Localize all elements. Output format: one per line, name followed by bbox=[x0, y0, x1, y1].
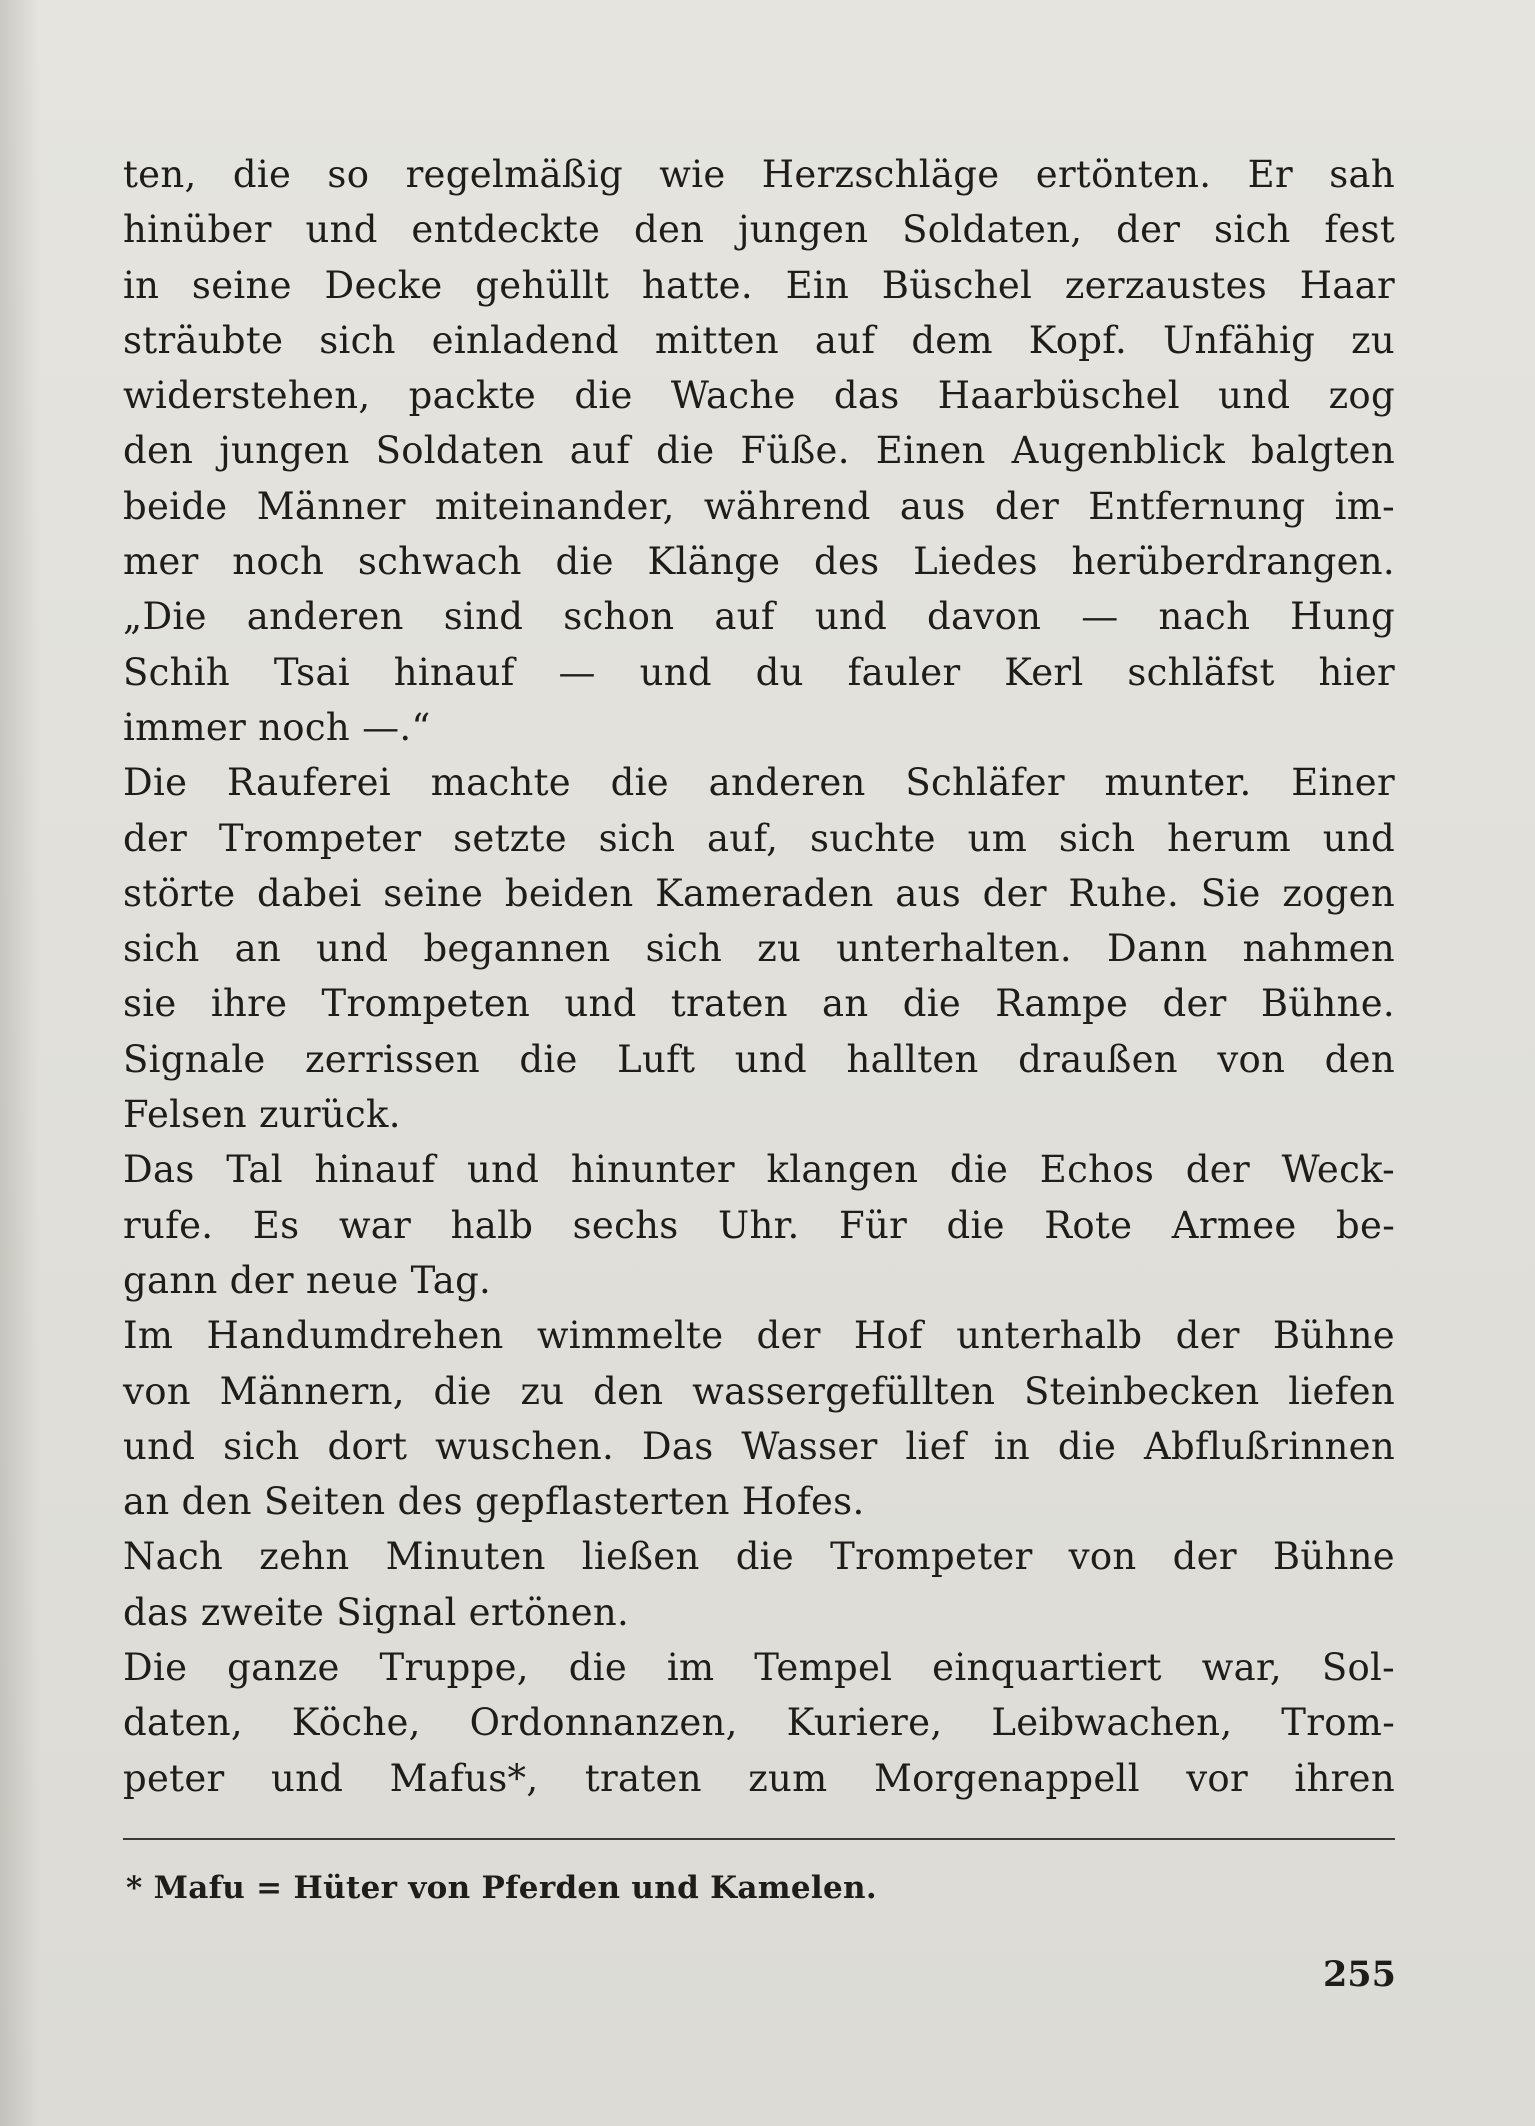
text-line: „Die anderen sind schon auf und davon — nach Hung bbox=[123, 595, 1395, 639]
text-line: Die ganze Truppe, die im Tempel einquartiert war, Sol- bbox=[123, 1646, 1395, 1690]
text-line: von Männern, die zu den wassergefüllten Steinbecken liefen bbox=[123, 1369, 1395, 1413]
text-line: an den Seiten des gepflasterten Hofes. bbox=[123, 1480, 865, 1524]
text-line: Das Tal hinauf und hinunter klangen die Echos der Weck- bbox=[123, 1148, 1395, 1192]
text-line: widerstehen, packte die Wache das Haarbüschel und zog bbox=[123, 374, 1395, 418]
text-line: den jungen Soldaten auf die Füße. Einen Augenblick balgten bbox=[123, 429, 1395, 473]
text-line: gann der neue Tag. bbox=[123, 1258, 492, 1302]
text-line: rufe. Es war halb sechs Uhr. Für die Rote Armee be- bbox=[123, 1203, 1395, 1247]
text-line: sich an und begannen sich zu unterhalten. Dann nahmen bbox=[123, 927, 1395, 971]
text-line: mer noch schwach die Klänge des Liedes herüberdrangen. bbox=[123, 540, 1395, 584]
text-line: daten, Köche, Ordonnanzen, Kuriere, Leibwachen, Trom- bbox=[123, 1701, 1395, 1745]
text-line: Signale zerrissen die Luft und hallten draußen von den bbox=[123, 1037, 1395, 1081]
text-line: sie ihre Trompeten und traten an die Rampe der Bühne. bbox=[123, 982, 1395, 1026]
footnote: * Mafu = Hüter von Pferden und Kamelen. bbox=[126, 1870, 877, 1906]
text-line: peter und Mafus*, traten zum Morgenappell vor ihren bbox=[123, 1756, 1395, 1800]
text-line: hinüber und entdeckte den jungen Soldaten, der sich fest bbox=[123, 208, 1395, 252]
text-line: der Trompeter setzte sich auf, suchte um sich herum und bbox=[123, 816, 1395, 860]
text-line: und sich dort wuschen. Das Wasser lief in die Abflußrinnen bbox=[123, 1424, 1395, 1468]
text-line: Schih Tsai hinauf — und du fauler Kerl schläfst hier bbox=[123, 650, 1395, 694]
text-line: störte dabei seine beiden Kameraden aus der Ruhe. Sie zogen bbox=[123, 871, 1395, 915]
text-line: Felsen zurück. bbox=[123, 1093, 401, 1137]
text-line: ten, die so regelmäßig wie Herzschläge ertönten. Er sah bbox=[123, 153, 1395, 196]
text-line: sträubte sich einladend mitten auf dem Kopf. Unfähig zu bbox=[123, 318, 1395, 362]
text-line: Im Handumdrehen wimmelte der Hof unterhalb der Bühne bbox=[123, 1314, 1395, 1358]
text-line: das zweite Signal ertönen. bbox=[123, 1590, 630, 1634]
text-line: beide Männer miteinander, während aus der Entfernung im- bbox=[123, 484, 1395, 528]
text-line: immer noch —.“ bbox=[123, 705, 431, 749]
text-line: in seine Decke gehüllt hatte. Ein Büschel zerzaustes Haar bbox=[123, 263, 1395, 307]
text-line: Nach zehn Minuten ließen die Trompeter von der Bühne bbox=[123, 1535, 1395, 1579]
footnote-divider bbox=[123, 1838, 1395, 1840]
page-number: 255 bbox=[1322, 1954, 1396, 1995]
body-text bbox=[123, 147, 1395, 1806]
text-line: Die Rauferei machte die anderen Schläfer munter. Einer bbox=[123, 761, 1395, 805]
